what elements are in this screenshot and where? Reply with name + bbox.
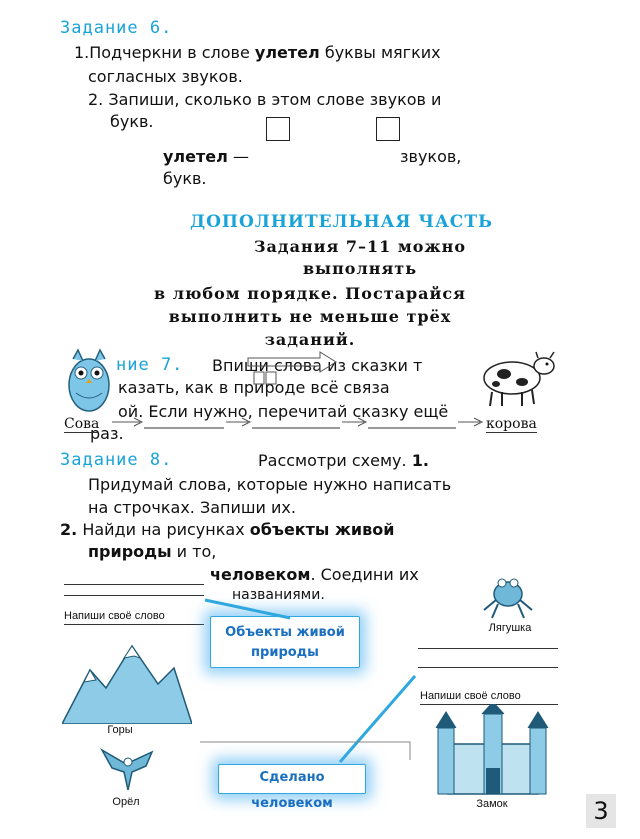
task6-title: Задание 6. bbox=[60, 18, 173, 38]
caption-frog: Лягушка bbox=[488, 622, 532, 634]
task6-answer-letters: букв. bbox=[163, 169, 207, 188]
task7-line3: ой. Если нужно, перечитай сказку ещё bbox=[118, 402, 449, 421]
extra-line1: Задания 7–11 можно bbox=[254, 237, 466, 256]
chain-label-owl: Сова bbox=[64, 416, 100, 432]
task8-line2: Придумай слова, которые нужно написать bbox=[88, 475, 452, 494]
callout-living-nature: Объекты живой природы bbox=[210, 616, 360, 668]
page-number: 3 bbox=[586, 794, 616, 828]
extra-heading: ДОПОЛНИТЕЛЬНАЯ ЧАСТЬ bbox=[190, 212, 494, 232]
task8-line1: Рассмотри схему. 1. bbox=[258, 451, 429, 470]
task7-title: ние 7. bbox=[116, 355, 184, 375]
task6-item1-line2: согласных звуков. bbox=[88, 67, 243, 86]
task6-item2-line1: 2. Запиши, сколько в этом слове звуков и bbox=[88, 90, 442, 109]
caption-eagle: Орёл bbox=[112, 796, 140, 808]
task7-line1: Впиши слова из сказки т bbox=[212, 356, 423, 375]
right-write-word-label: Напиши своё слово bbox=[420, 690, 558, 705]
task6-answer-sounds: звуков, bbox=[400, 147, 462, 166]
chain-label-cow: корова bbox=[486, 416, 537, 432]
task6-item2-line2: букв. bbox=[110, 112, 154, 131]
extra-line5: заданий. bbox=[264, 330, 356, 349]
task8-line5: человеком. Соедини их bbox=[210, 565, 419, 584]
callout-man-made: Сделано человеком bbox=[218, 764, 366, 794]
task8-item2-line2: природы и то, bbox=[88, 542, 217, 561]
extra-line2: выполнять bbox=[302, 259, 418, 278]
task8-item2: 2. Найди на рисунках объекты живой bbox=[60, 520, 395, 539]
caption-mountains: Горы bbox=[107, 724, 133, 736]
task7-line2: казать, как в природе всё связа bbox=[118, 378, 390, 397]
extra-line4: выполнить не меньше трёх bbox=[168, 307, 452, 326]
task6-answer-line: улетел — bbox=[163, 147, 249, 166]
task7-line4: раз. bbox=[90, 424, 124, 443]
caption-castle: Замок bbox=[476, 798, 508, 810]
task8-line6: названиями. bbox=[232, 587, 325, 603]
task8-title: Задание 8. bbox=[60, 450, 173, 470]
castle-picture bbox=[428, 704, 558, 796]
left-write-word-label: Напиши своё слово bbox=[64, 610, 204, 625]
task8-line3: на строчках. Запиши их. bbox=[88, 498, 296, 517]
extra-line3: в любом порядке. Постарайся bbox=[154, 284, 466, 303]
eagle-picture bbox=[98, 744, 154, 794]
task6-item1: 1.Подчеркни в слове улетел буквы мягких bbox=[74, 43, 441, 62]
